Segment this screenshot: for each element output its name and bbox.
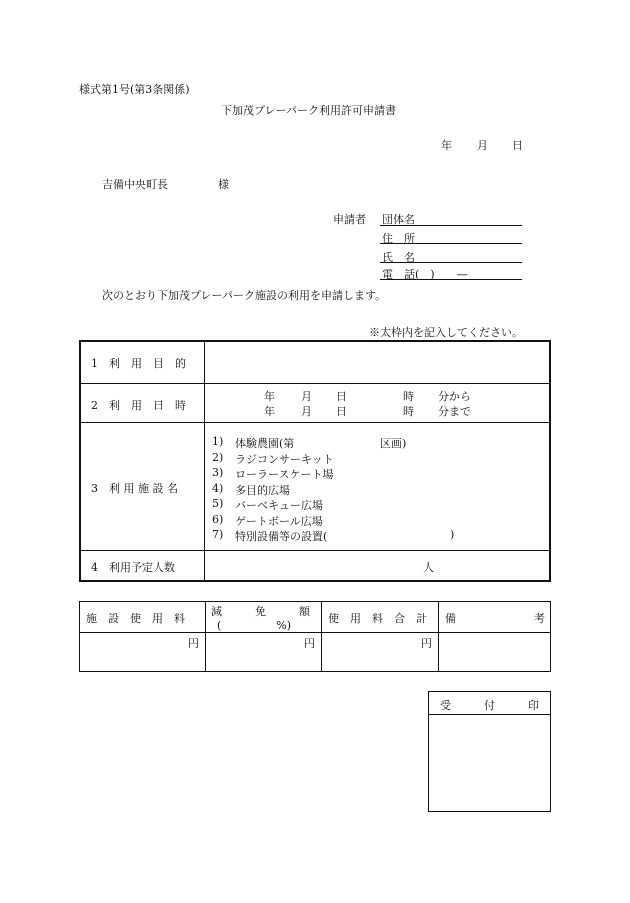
attendees-unit: 人	[423, 561, 434, 574]
facility-fee-header: 施 設 使 用 料	[86, 612, 185, 625]
group-name-label: 団体名	[382, 213, 415, 226]
name-label: 氏 名	[382, 251, 415, 264]
instruction-note: ※太枠内を記入してください。	[369, 326, 523, 339]
document-title: 下加茂プレーパーク利用許可申請書	[221, 104, 397, 117]
facility-item-number: 6)	[212, 512, 224, 526]
address-label: 住 所	[382, 232, 415, 245]
usage-purpose-label: 1 利 用 目 的	[91, 357, 186, 370]
facility-item-number: 7)	[212, 528, 224, 541]
remarks-header-right: 考	[534, 612, 545, 625]
expected-attendees-label: 4 利用予定人数	[91, 561, 175, 574]
reduction-percent: ( %)	[217, 619, 292, 632]
receipt-label-1: 受	[440, 699, 451, 712]
total-fee-header: 使 用 料 合 計	[328, 612, 427, 625]
facility-item-text: ラジコンサーキット	[235, 452, 334, 466]
facility-item-text: ローラースケート場	[235, 468, 334, 481]
reduction-yen: 円	[304, 637, 315, 650]
phone-underline	[380, 279, 522, 280]
facility-item-number: 5)	[212, 497, 224, 510]
facility-item-extra: )	[450, 528, 455, 541]
intro-text: 次のとおり下加茂プレーパーク施設の利用を申請します。	[102, 289, 387, 302]
phone-label: 電 話( ) —	[382, 268, 468, 281]
facility-item-number: 4)	[212, 481, 224, 495]
name-underline	[380, 262, 522, 263]
receipt-label-3: 印	[528, 699, 539, 712]
date-month-label: 月	[477, 139, 488, 152]
applicant-label: 申請者	[333, 213, 366, 226]
remarks-header-left: 備	[445, 612, 456, 625]
facility-item-text: 多目的広場	[235, 483, 290, 497]
facility-name-label: 3 利 用 施 設 名	[91, 482, 178, 495]
recipient-honorific: 様	[218, 178, 229, 191]
group-name-underline	[380, 225, 522, 226]
facility-item-text: ゲートボール広場	[235, 514, 323, 528]
date-year-label: 年	[441, 139, 452, 152]
facility-item-text: バーベキュー広場	[235, 499, 323, 512]
facility-item-text: 体験農園(第	[235, 437, 295, 450]
reduction-header: 減 免 額	[211, 605, 310, 618]
recipient-name: 吉備中央町長	[102, 178, 168, 191]
facility-fee-yen: 円	[188, 637, 199, 650]
facility-item-extra: 区画)	[380, 437, 407, 450]
main-table-divider	[204, 341, 205, 581]
date-day-label: 日	[512, 139, 523, 152]
address-underline	[380, 243, 522, 244]
facility-item-number: 1)	[212, 435, 224, 448]
receipt-label-2: 付	[484, 699, 495, 712]
facility-item-number: 2)	[212, 450, 224, 464]
total-fee-yen: 円	[421, 637, 432, 650]
facility-item-text: 特別設備等の設置(	[235, 530, 328, 543]
facility-item-number: 3)	[212, 466, 224, 479]
usage-datetime-label: 2 利 用 日 時	[91, 399, 186, 412]
form-number: 様式第1号(第3条関係)	[79, 83, 190, 96]
